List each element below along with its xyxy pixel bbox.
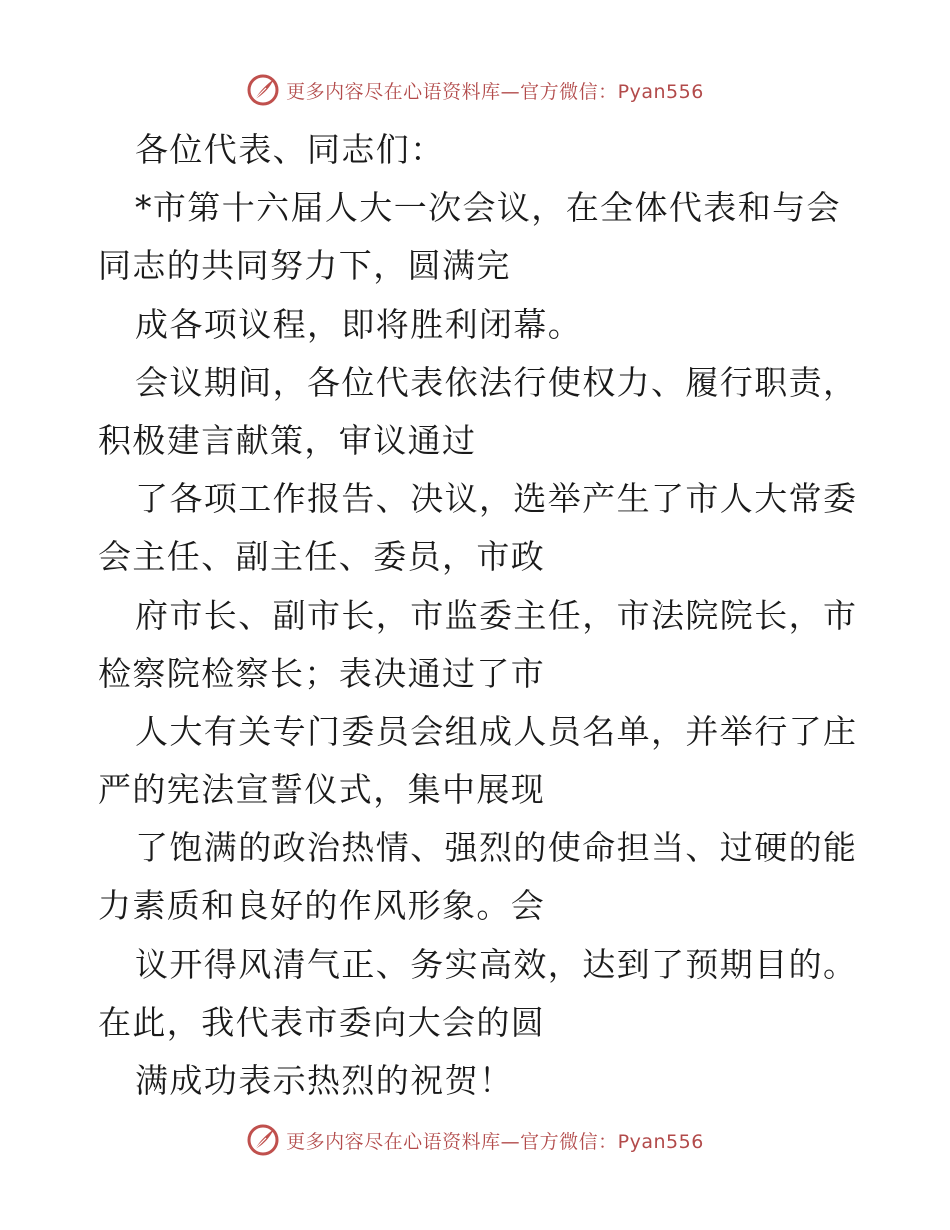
text-line: 了各项工作报告、决议，选举产生了市人大常委 <box>135 479 858 519</box>
document-body <box>98 121 858 1110</box>
text-line: 人大有关专门委员会组成人员名单，并举行了庄 <box>135 711 858 751</box>
footer-watermark <box>0 1120 950 1160</box>
text-line: 会议期间，各位代表依法行使权力、履行职责， <box>135 362 858 402</box>
text-line: *市第十六届人大一次会议，在全体代表和与会 <box>135 188 841 228</box>
text-line: 成各项议程，即将胜利闭幕。 <box>135 304 583 344</box>
text-line: 积极建言献策，审议通过 <box>98 420 477 460</box>
feather-logo-icon <box>246 73 280 107</box>
text-line: 同志的共同努力下，圆满完 <box>98 246 511 286</box>
text-line: 力素质和良好的作风形象。会 <box>98 886 546 926</box>
text-line: 在此，我代表市委向大会的圆 <box>98 1002 546 1042</box>
text-line: 了饱满的政治热情、强烈的使命担当、过硬的能 <box>135 828 858 868</box>
text-line: 议开得风清气正、务实高效，达到了预期目的。 <box>135 944 858 984</box>
text-line: 严的宪法宣誓仪式，集中展现 <box>98 770 546 810</box>
watermark-text: 更多内容尽在心语资料库—官方微信：Pyan556 <box>286 80 704 103</box>
text-line: 会主任、副主任、委员，市政 <box>98 537 546 577</box>
text-line: 检察院检察长；表决通过了市 <box>98 653 546 693</box>
header-watermark <box>0 70 950 110</box>
text-line: 各位代表、同志们： <box>135 130 445 169</box>
text-line: 府市长、副市长，市监委主任，市法院院长，市 <box>135 595 858 635</box>
watermark-text: 更多内容尽在心语资料库—官方微信：Pyan556 <box>286 1130 704 1153</box>
text-line: 满成功表示热烈的祝贺！ <box>135 1061 514 1100</box>
feather-logo-icon <box>246 1123 280 1157</box>
